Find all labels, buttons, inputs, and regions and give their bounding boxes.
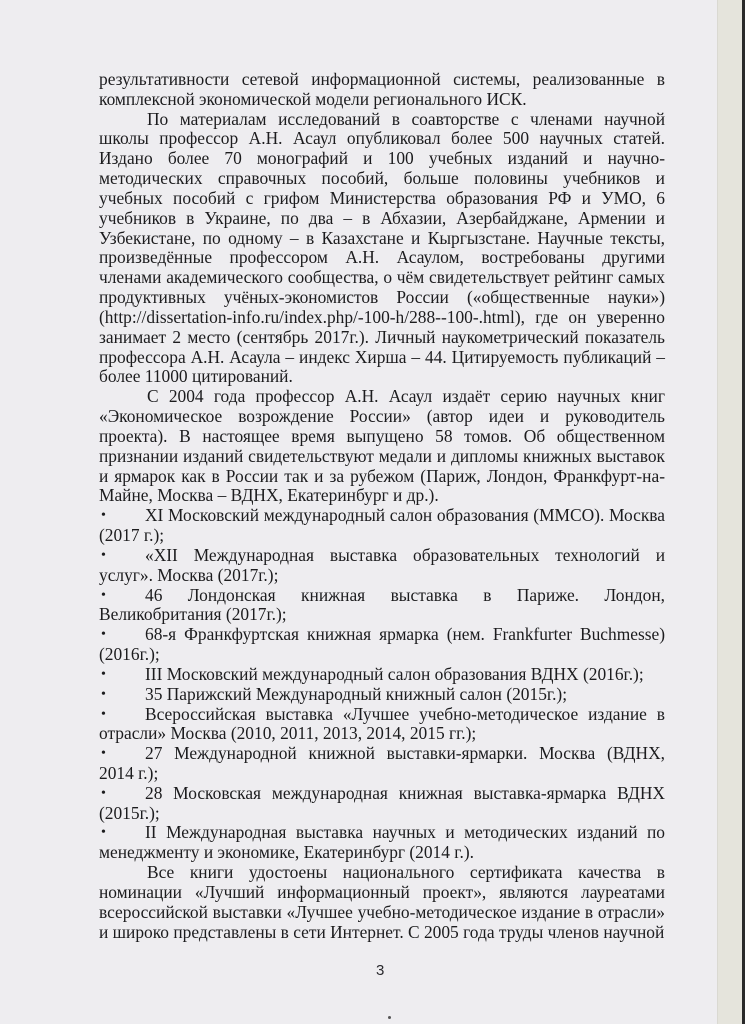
- list-item: [99, 705, 665, 745]
- exhibition-list: [99, 506, 665, 863]
- paragraph: Все книги удостоены национального сертификата качества в номинации «Лучший информационный проект», являются лауреатами всероссийской выставки «Лучшее учебно-методическое издание в отрасли» и широко представлены в сети Интернет. С 2005 года труды членов научной: [99, 862, 665, 942]
- paragraph: По материалам исследований в соавторстве с членами научной школы профессор А.Н. Асаул опубликовал более 500 научных статей. Издано более 70 монографий и 100 учебных изданий и научно-методических справочных пособий, больше половины учебников и учебных пособий с грифом Министерства образования РФ и УМО, 6 учебников в Украине, по два – в Абхазии, Азербайджане, Армении и Узбекистане, по одному – в Казахстане и Кыргызстане. Научные тексты, произведённые профессором А.Н. Асаулом, востребованы другими членами академического сообщества, о чём свидетельствует рейтинг самых продуктивных учёных-экономистов России («общественные науки»)(http://dissertation-info.ru/index.php/-100-h/288--100-.html), где он уверенно занимает 2 место (сентябрь 2017г.). Личный наукометрический показатель профессора А.Н. Асаула – индекс Хирша – 44. Цитируемость публикаций – более 11000 цитирований.: [99, 108, 665, 387]
- list-item: [99, 546, 665, 586]
- list-item: [99, 506, 665, 546]
- list-item: [99, 625, 665, 665]
- list-item: [99, 665, 665, 685]
- scan-edge: [717, 0, 745, 1024]
- bullet-icon: •: [101, 547, 106, 563]
- bullet-icon: •: [101, 825, 106, 841]
- list-item-text: «XII Международная выставка образовательных технологий и услуг». Москва (2017г.);: [99, 544, 665, 585]
- bullet-icon: •: [101, 706, 106, 722]
- bullet-icon: •: [101, 587, 106, 603]
- bullet-icon: •: [101, 686, 106, 702]
- bullet-icon: •: [101, 785, 106, 801]
- paragraph: С 2004 года профессор А.Н. Асаул издаёт серию научных книг «Экономическое возрождение России» (автор идеи и руководитель проекта). В настоящее время выпущено 58 томов. Об общественном признании изданий свидетельствуют медали и дипломы книжных выставок и ярмарок как в России так и за рубежом (Париж, Лондон, Франкфурт-на-Майне, Москва – ВДНХ, Екатеринбург и др.).: [99, 386, 665, 506]
- bullet-icon: •: [101, 627, 106, 643]
- list-item-text: Всероссийская выставка «Лучшее учебно-методическое издание в отрасли» Москва (2010, 2011, 2013, 2014, 2015 гг.);: [99, 703, 665, 744]
- bullet-icon: •: [101, 746, 106, 762]
- list-item: [99, 784, 665, 824]
- list-item-text: III Московский международный салон образования ВДНХ (2016г.);: [145, 663, 644, 684]
- list-item-text: II Международная выставка научных и методических изданий по менеджменту и экономике, Екатеринбург (2014 г.).: [99, 822, 665, 863]
- list-item-text: 28 Московская международная книжная выставка-ярмарка ВДНХ (2015г.);: [99, 782, 665, 823]
- list-item-text: 68-я Франкфуртская книжная ярмарка (нем. Frankfurter Buchmesse) (2016г.);: [99, 624, 665, 665]
- list-item: [99, 586, 665, 626]
- list-item-text: XI Московский международный салон образования (ММСО). Москва (2017 г.);: [99, 505, 665, 546]
- list-item: [99, 744, 665, 784]
- list-item: [99, 685, 665, 705]
- bullet-icon: •: [101, 508, 106, 524]
- paragraph: результативности сетевой информационной системы, реализованные в комплексной экономической модели регионального ИСК.: [99, 69, 665, 109]
- bullet-icon: •: [101, 666, 106, 682]
- scan-speck: [388, 1016, 391, 1019]
- list-item: [99, 823, 665, 863]
- document-body: [99, 70, 665, 942]
- page-number: 3: [376, 962, 385, 979]
- list-item-text: 46 Лондонская книжная выставка в Париже. Лондон, Великобритания (2017г.);: [99, 584, 665, 625]
- list-item-text: 27 Международной книжной выставки-ярмарки. Москва (ВДНХ, 2014 г.);: [99, 743, 665, 783]
- list-item-text: 35 Парижский Международный книжный салон (2015г.);: [145, 683, 568, 704]
